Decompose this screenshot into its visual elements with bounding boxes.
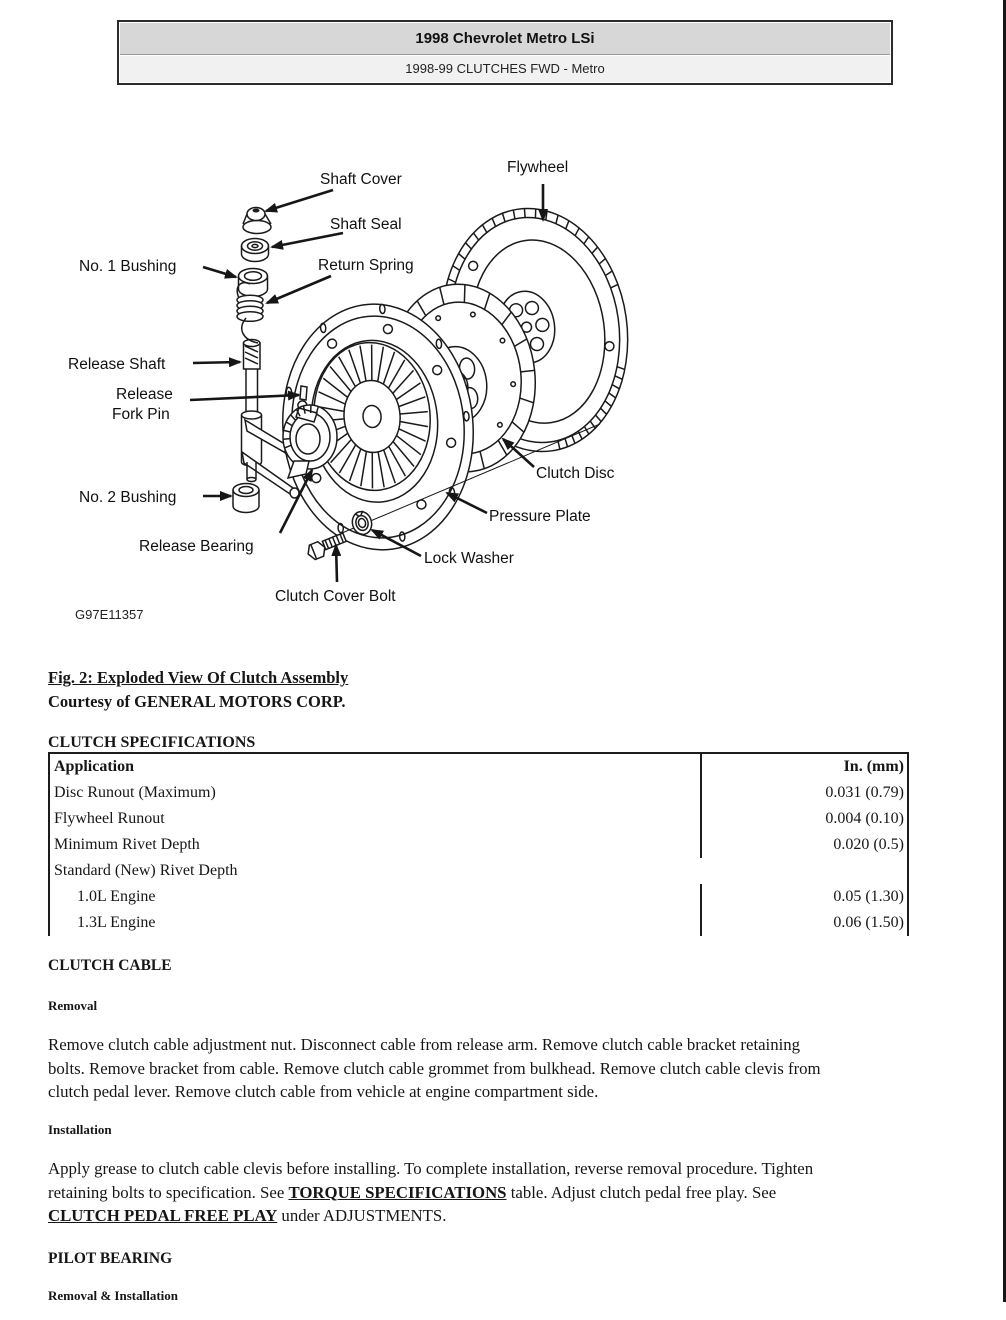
vehicle-title: 1998 Chevrolet Metro LSi	[120, 23, 890, 55]
spec-app-cell-span: Standard (New) Rivet Depth	[54, 862, 238, 879]
label-release-shaft: Release Shaft	[68, 356, 166, 373]
figure-code: G97E11357	[75, 607, 144, 622]
article-title: 1998-99 CLUTCHES FWD - Metro	[120, 56, 890, 82]
label-return-spring: Return Spring	[318, 257, 414, 274]
release-fork-pin-part	[300, 386, 307, 400]
spec-app-cell: Flywheel Runout	[54, 810, 165, 827]
label-release-bearing: Release Bearing	[139, 538, 254, 555]
paragraph-line	[48, 1181, 978, 1205]
label-clutch-cover-bolt: Clutch Cover Bolt	[275, 588, 396, 605]
paragraph-line: bolts. Remove bracket from cable. Remove clutch cable grommet from bulkhead. Remove clutch cable clevis from	[48, 1058, 821, 1078]
spec-app-cell: 1.3L Engine	[77, 914, 156, 931]
spec-header-application: Application	[54, 758, 135, 775]
spec-val-cell: 0.05 (1.30)	[701, 884, 908, 910]
section-heading-clutch-cable: CLUTCH CABLE	[48, 957, 172, 974]
table-row	[49, 910, 908, 936]
torque-specifications-link[interactable]: TORQUE SPECIFICATIONS	[288, 1182, 507, 1202]
label-shaft-seal: Shaft Seal	[330, 216, 402, 233]
table-row	[49, 780, 908, 806]
clutch-cover-bolt-part	[305, 532, 348, 561]
installation-paragraph	[48, 1157, 978, 1228]
shaft-seal-part	[242, 239, 269, 262]
sub-heading-removal: Removal	[48, 998, 98, 1013]
label-lock-washer: Lock Washer	[424, 550, 514, 567]
spec-val-cell: 0.020 (0.5)	[701, 832, 908, 858]
spec-val-cell: 0.06 (1.50)	[701, 910, 908, 936]
paragraph-text: table. Adjust clutch pedal free play. See	[506, 1182, 777, 1202]
spec-header-row	[49, 753, 908, 780]
label-release-fork-pin-1: Release	[116, 386, 173, 403]
spec-app-cell: Disc Runout (Maximum)	[54, 784, 216, 801]
label-clutch-disc: Clutch Disc	[536, 465, 615, 482]
clutch-spec-table	[48, 752, 909, 936]
spec-val-cell: 0.004 (0.10)	[701, 806, 908, 832]
spec-section-heading: CLUTCH SPECIFICATIONS	[48, 734, 256, 751]
figure-caption	[48, 666, 348, 713]
label-release-fork-pin-2: Fork Pin	[112, 406, 170, 423]
spec-app-cell: 1.0L Engine	[77, 888, 156, 905]
return-spring-part	[237, 283, 263, 343]
removal-paragraph	[48, 1033, 978, 1104]
section-heading-pilot-bearing: PILOT BEARING	[48, 1250, 173, 1267]
paragraph-line: Apply grease to clutch cable clevis before installing. To complete installation, reverse removal procedure. Tighten	[48, 1159, 814, 1178]
clutch-pedal-free-play-link[interactable]: CLUTCH PEDAL FREE PLAY	[48, 1206, 278, 1225]
label-pressure-plate: Pressure Plate	[489, 508, 591, 525]
label-flywheel: Flywheel	[507, 159, 569, 176]
no2-bushing-part	[233, 484, 259, 513]
figure-courtesy: Courtesy of GENERAL MOTORS CORP.	[48, 691, 346, 711]
table-row	[49, 884, 908, 910]
table-row	[49, 806, 908, 832]
paragraph-line: clutch pedal lever. Remove clutch cable from vehicle at engine compartment side.	[48, 1082, 599, 1101]
figure-caption-link[interactable]: Fig. 2: Exploded View Of Clutch Assembly	[48, 668, 349, 687]
label-shaft-cover: Shaft Cover	[320, 171, 402, 188]
table-row	[49, 858, 908, 884]
label-no1-bushing: No. 1 Bushing	[79, 258, 177, 275]
sub-heading-installation: Installation	[48, 1122, 112, 1137]
spec-header-value: In. (mm)	[701, 753, 908, 780]
spec-val-cell: 0.031 (0.79)	[701, 780, 908, 806]
sub-heading-removal-installation: Removal & Installation	[48, 1288, 178, 1303]
paragraph-text: retaining bolts to specification. See	[48, 1182, 289, 1202]
table-row	[49, 832, 908, 858]
paragraph-text: under ADJUSTMENTS.	[277, 1206, 447, 1225]
spec-app-cell: Minimum Rivet Depth	[54, 836, 200, 853]
label-no2-bushing: No. 2 Bushing	[79, 489, 177, 506]
paragraph-line: Remove clutch cable adjustment nut. Disconnect cable from release arm. Remove clutch cable bracket retaining	[48, 1035, 801, 1054]
vehicle-header	[117, 20, 893, 85]
paragraph-line	[48, 1204, 978, 1228]
